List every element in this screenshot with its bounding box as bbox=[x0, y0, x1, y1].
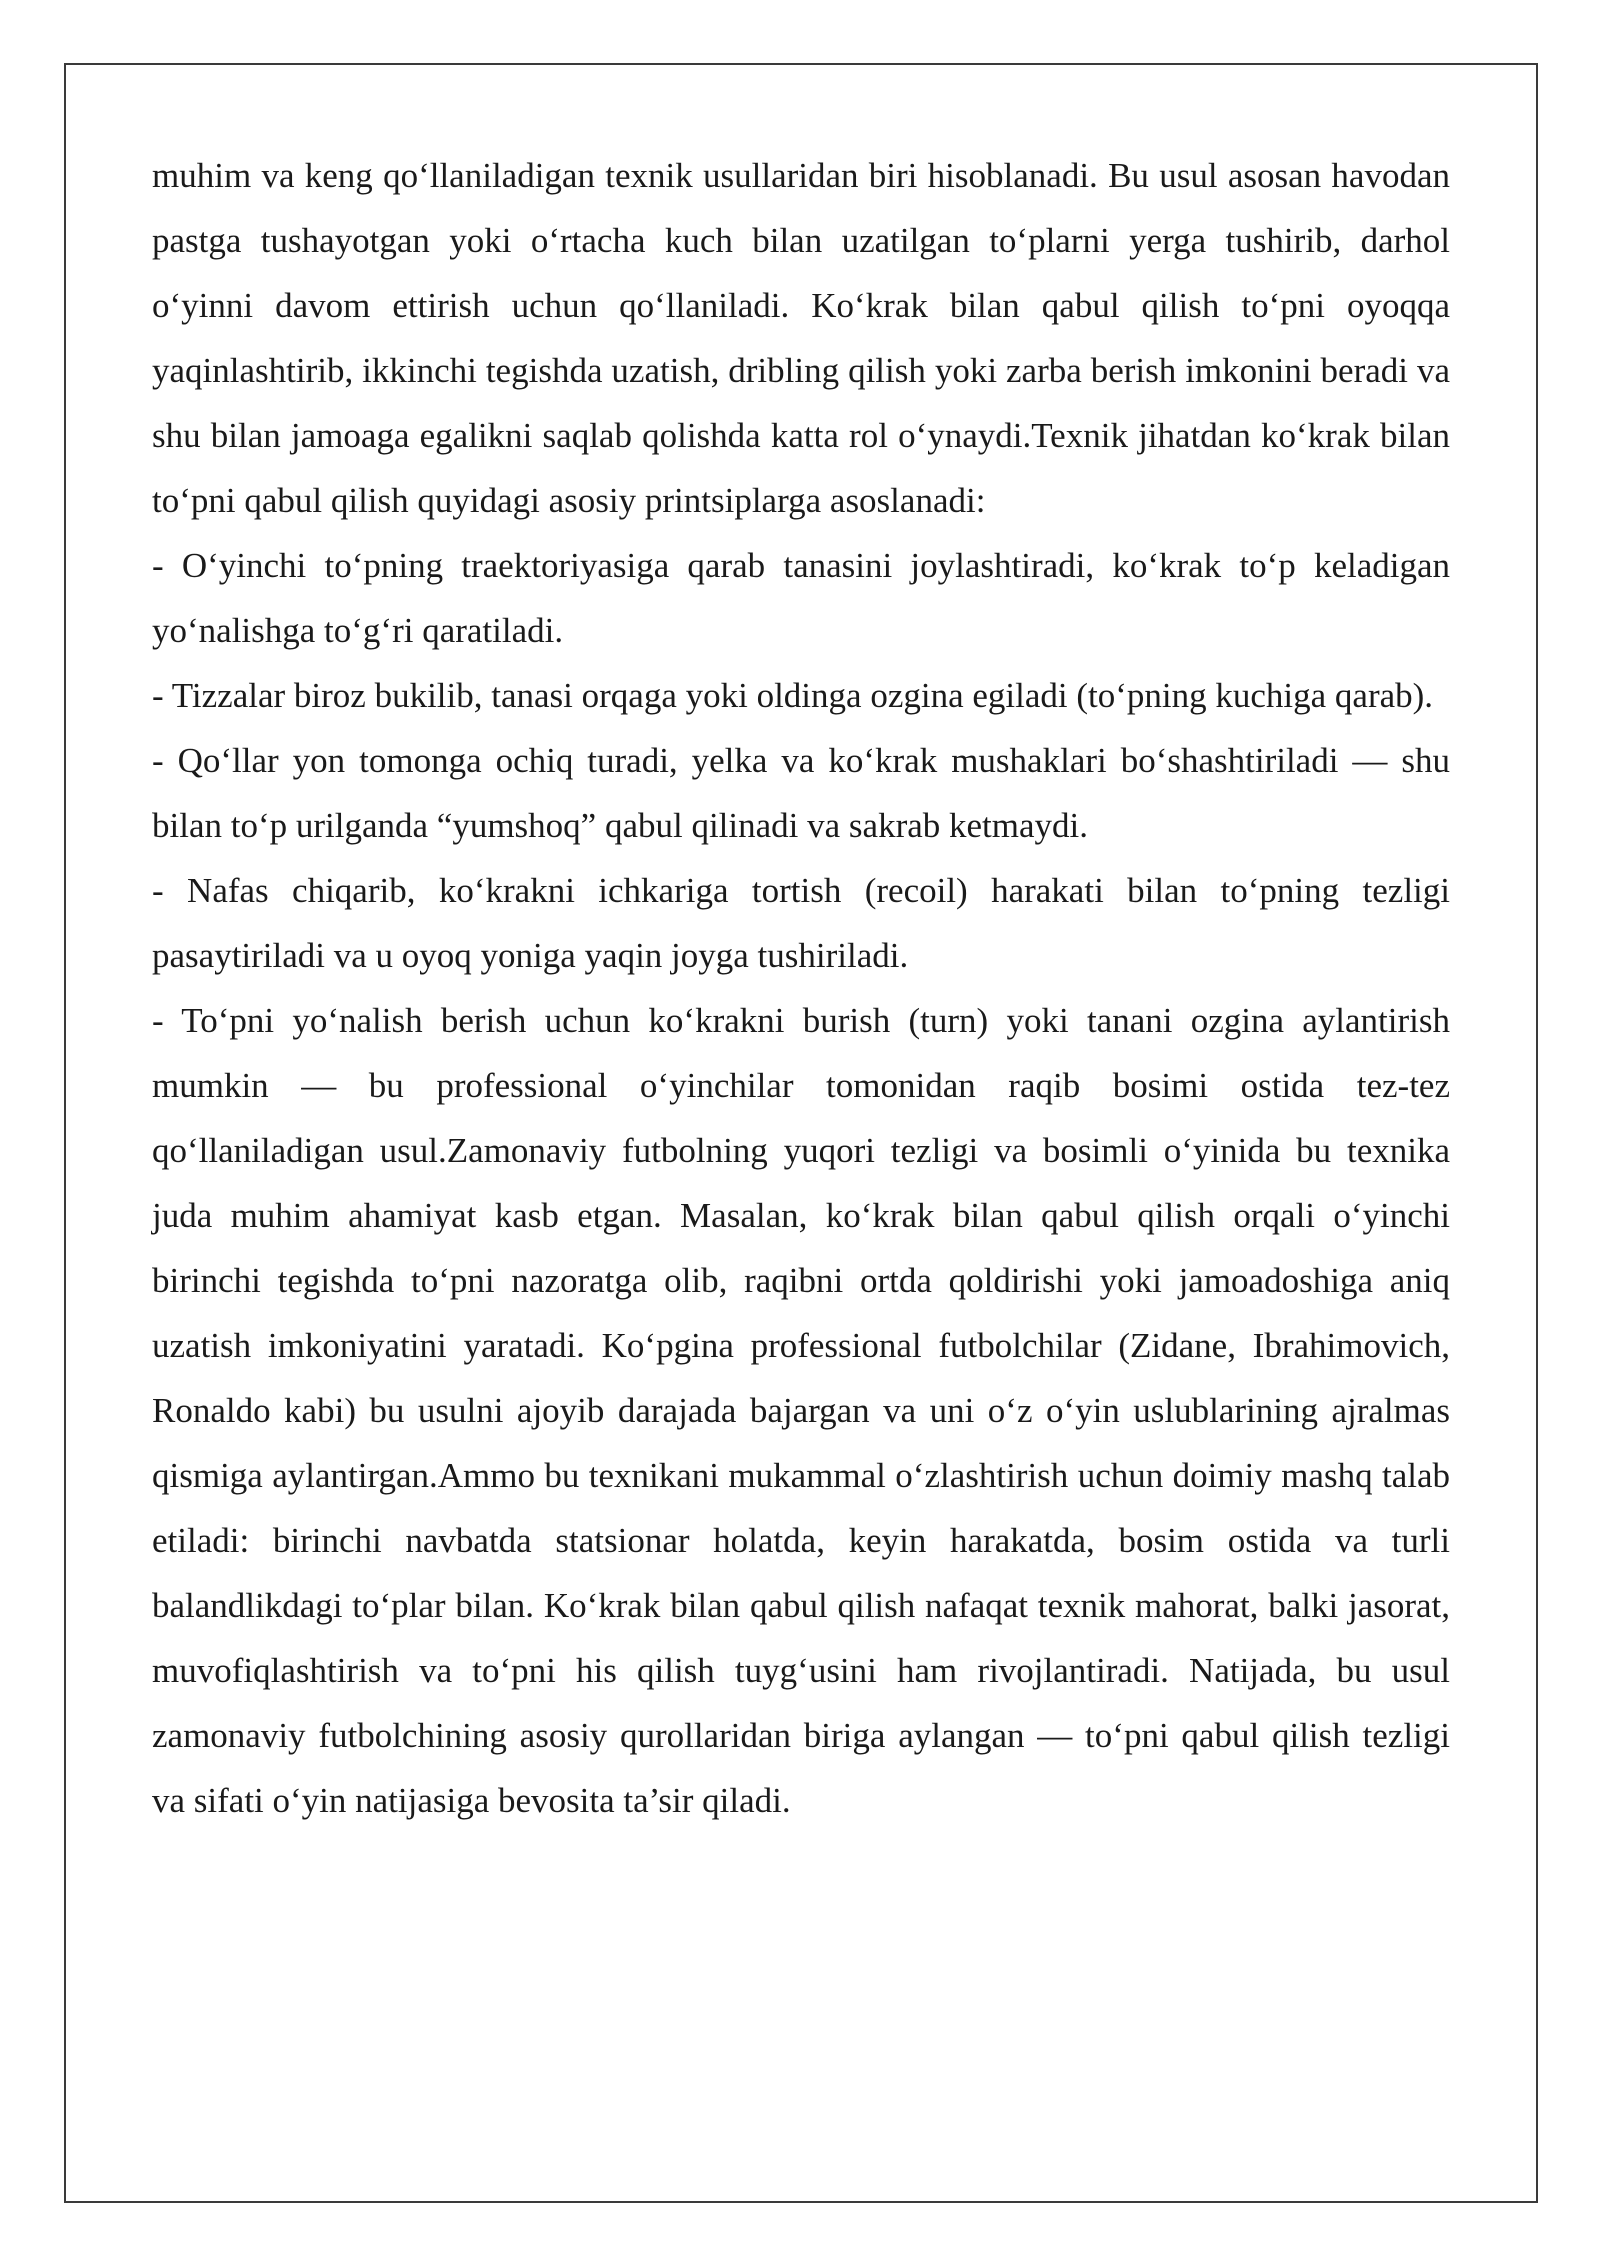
paragraph-intro: muhim va keng qo‘llaniladigan texnik usullaridan biri hisoblanadi. Bu usul asosan havodan pastga tushayotgan yoki o‘rtacha kuch bilan uzatilgan to‘plarni yerga tushirib, darhol o‘yinni davom ettirish uchun qo‘llaniladi. Ko‘krak bilan qabul qilish to‘pni oyoqqa yaqinlashtirib, ikkinchi tegishda uzatish, dribling qilish yoki zarba berish imkonini beradi va shu bilan jamoaga egalikni saqlab qolishda katta rol o‘ynaydi.Texnik jihatdan ko‘krak bilan to‘pni qabul qilish quyidagi asosiy printsiplarga asoslanadi: bbox=[152, 156, 1450, 520]
page-body-text bbox=[152, 143, 1450, 1833]
list-item-turn: - To‘pni yo‘nalish berish uchun ko‘krakni burish (turn) yoki tanani ozgina aylantirish mumkin — bu professional o‘yinchilar tomonidan raqib bosimi ostida tez-tez qo‘llaniladigan usul.Zamonaviy futbolning yuqori tezligi va bosimli o‘yinida bu texnika juda muhim ahamiyat kasb etgan. Masalan, ko‘krak bilan qabul qilish orqali o‘yinchi birinchi tegishda to‘pni nazoratga olib, raqibni ortda qoldirishi yoki jamoadoshiga aniq uzatish imkoniyatini yaratadi. Ko‘pgina professional futbolchilar (Zidane, Ibrahimovich, Ronaldo kabi) bu usulni ajoyib darajada bajargan va uni o‘z o‘yin uslublarining ajralmas qismiga aylantirgan.Ammo bu texnikani mukammal o‘zlashtirish uchun doimiy mashq talab etiladi: birinchi navbatda statsionar holatda, keyin harakatda, bosim ostida va turli balandlikdagi to‘plar bilan. Ko‘krak bilan qabul qilish nafaqat texnik mahorat, balki jasorat, muvofiqlashtirish va to‘pni his qilish tuyg‘usini ham rivojlantiradi. Natijada, bu usul zamonaviy futbolchining asosiy qurollaridan biriga aylangan — to‘pni qabul qilish tezligi va sifati o‘yin natijasiga bevosita ta’sir qiladi. bbox=[152, 1001, 1450, 1820]
list-item-arms: - Qo‘llar yon tomonga ochiq turadi, yelka va ko‘krak mushaklari bo‘shashtiriladi — shu bilan to‘p urilganda “yumshoq” qabul qilinadi va sakrab ketmaydi. bbox=[152, 741, 1450, 845]
list-item-body-position: - O‘yinchi to‘pning traektoriyasiga qarab tanasini joylashtiradi, ko‘krak to‘p keladigan yo‘nalishga to‘g‘ri qaratiladi. bbox=[152, 546, 1450, 650]
list-item-recoil: - Nafas chiqarib, ko‘krakni ichkariga tortish (recoil) harakati bilan to‘pning tezligi pasaytiriladi va u oyoq yoniga yaqin joyga tushiriladi. bbox=[152, 871, 1450, 975]
list-item-knees: - Tizzalar biroz bukilib, tanasi orqaga yoki oldinga ozgina egiladi (to‘pning kuchiga qarab). bbox=[152, 676, 1434, 715]
